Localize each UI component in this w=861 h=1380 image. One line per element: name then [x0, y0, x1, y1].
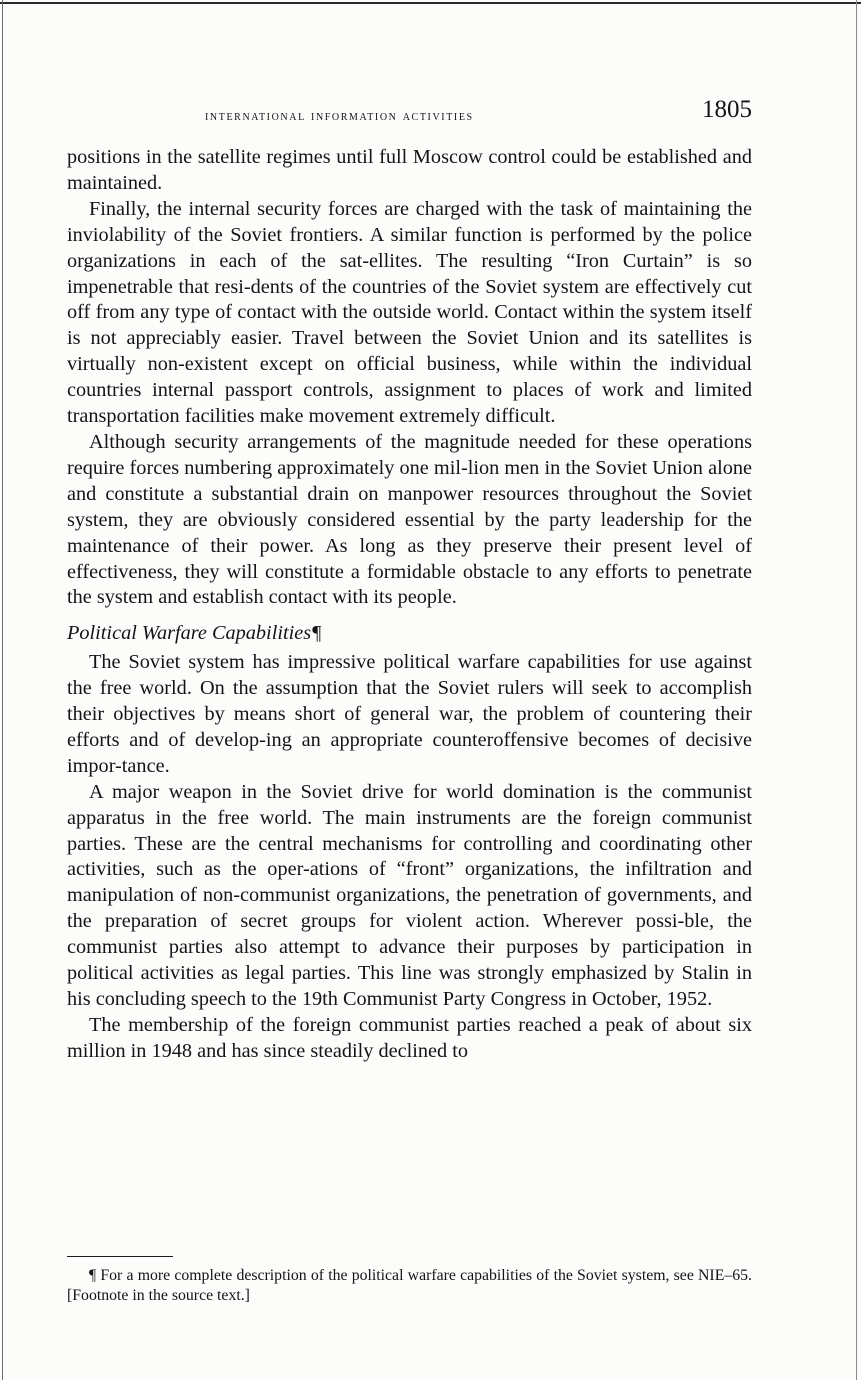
paragraph-frontier-security: Finally, the internal security forces are charged with the task of maintaining the inviolability of the Soviet frontiers. A similar function is performed by the police organizations in each of the sat-ellites. The resulting “Iron Curtain” is so impenetrable that resi-dents of the countries of the Soviet system are effectively cut off from any type of contact with the outside world. Contact within the system itself is not appreciably easier. Travel between the Soviet Union and its satellites is virtually non-existent except on official business, while within the individual countries internal passport controls, assignment to places of work and limited transportation facilities make movement extremely difficult.	[67, 197, 752, 428]
footnote: ¶ For a more complete description of the political warfare capabilities of the Soviet system, see NIE–65. [Footnote in the source text.]	[67, 1267, 752, 1304]
page-header	[67, 96, 752, 130]
footnote-divider	[67, 1256, 173, 1257]
running-title: international information activities	[205, 108, 474, 124]
paragraph-party-membership: The membership of the foreign communist parties reached a peak of about six million in 1948 and has since steadily declined to	[67, 1013, 752, 1062]
paragraph-security-arrangements: Although security arrangements of the magnitude needed for these operations require forces numbering approximately one mil-lion men in the Soviet Union alone and constitute a substantial drain on manpower resources throughout the Soviet system, they are obviously considered essential by the party leadership for the maintenance of their power. As long as they preserve their present level of effectiveness, they will constitute a formidable obstacle to any efforts to penetrate the system and establish contact with its people.	[67, 430, 752, 609]
page-left-edge	[2, 0, 3, 1380]
paragraph-communist-apparatus: A major weapon in the Soviet drive for world domination is the communist apparatus in the free world. The main instruments are the foreign communist parties. These are the central mechanisms for controlling and coordinating other activities, such as the oper-ations of “front” organizations, the infiltration and manipulation of non-communist organizations, the penetration of governments, and the preparation of secret groups for violent action. Wherever possi-ble, the communist parties also attempt to advance their purposes by participation in political activities as legal parties. This line was strongly emphasized by Stalin in his concluding speech to the 19th Communist Party Congress in October, 1952.	[67, 780, 752, 1010]
page-right-edge	[856, 0, 857, 1380]
section-heading: Political Warfare Capabilities¶	[67, 622, 322, 645]
page-number: 1805	[702, 96, 752, 123]
paragraph-continuation: positions in the satellite regimes until full Moscow control could be established and maintained.	[67, 146, 752, 194]
paragraph-political-warfare: The Soviet system has impressive political warfare capabilities for use against the free world. On the assumption that the Soviet rulers will seek to accomplish their objectives by means short of general war, the problem of countering their efforts and of develop-ing an appropriate counteroffensive becomes of decisive impor-tance.	[67, 651, 752, 777]
page-top-border	[0, 2, 861, 4]
body-text	[67, 145, 752, 1065]
